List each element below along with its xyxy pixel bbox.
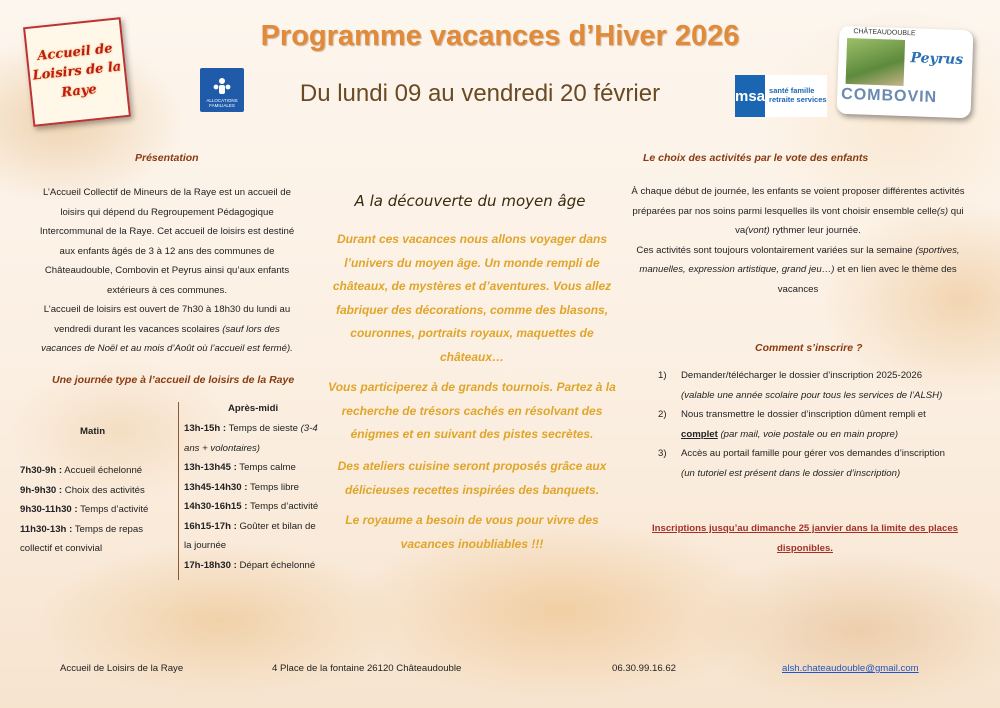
schedule-time: 11h30-13h : [20,523,73,535]
theme-title: A la découverte du moyen âge [354,192,586,210]
inscription-step [658,444,958,483]
choix-text-2c: et en lien avec le thème des vacances [777,264,957,295]
schedule-label: Goûter et bilan de la journée [184,520,316,551]
schedule-label: Temps de sieste [226,423,301,434]
choix-text-1e: rythmer leur journée. [769,225,861,236]
page-title: Programme vacances d’Hiver 2026 [260,20,740,52]
logo-accueil-raye [23,17,131,127]
schedule-row [184,517,324,556]
schedule-time: 14h30-16h15 : [184,501,248,512]
step-text: Nous transmettre le dossier d’inscription dûment rempli et [681,409,926,420]
inscription-deadline: Inscriptions jusqu’au dimanche 25 janvier dans la limite des places disponibles. [651,523,959,554]
footer-name: Accueil de Loisirs de la Raye [60,663,184,674]
schedule-time: 13h-15h : [184,423,227,434]
inscription-step [658,366,958,405]
caf-label: ALLOCATIONS FAMILIALES [206,98,238,109]
schedule-apres-midi [184,419,324,575]
choix-text-1b: (s) [936,205,949,217]
step-body [681,405,958,444]
matin-title: Matin [80,426,106,437]
step-body [681,444,958,483]
schedule-matin [20,461,170,559]
schedule-row [184,419,324,458]
step-note: (un tutoriel est présent dans le dossier d’inscription) [681,467,901,479]
schedule-divider [178,402,179,580]
page-subtitle: Du lundi 09 au vendredi 20 février [299,80,661,107]
step-number: 1) [658,370,667,381]
footer-phone: 06.30.99.16.62 [612,663,677,674]
choix-text-2a: Ces activités sont toujours volontairement variées sur la semaine [636,244,916,256]
schedule-label: Temps d’activité [247,501,319,512]
theme-paragraph-4: Le royaume a besoin de vous pour vivre des vacances inoubliables !!! [345,513,599,551]
step-note: (valable une année scolaire pour tous les services de l’ALSH) [681,389,943,401]
logo-msa [735,75,827,117]
msa-mark: msa [735,75,765,117]
step-number: 2) [658,409,667,420]
schedule-label: Temps libre [247,481,300,493]
presentation-text [36,183,298,359]
theme-paragraph-2: Vous participerez à de grands tournois. Partez à la recherche de trésors cachés en résolvant des énigmes et en suivant des pistes secrètes. [328,380,616,441]
schedule-label: Départ échelonné [236,559,316,571]
schedule-row [184,478,324,498]
step-text: Accès au portail famille pour gérer vos demandes d’inscription [681,448,945,459]
schedule-row [20,481,170,501]
choix-text-2b: (sportives, manuelles, expression artistique, grand jeu…) [639,244,960,275]
schedule-note: (3-4 ans + volontaires) [184,423,318,454]
schedule-label: Choix des activités [62,484,145,496]
schedule-label: Accueil échelonné [62,465,143,476]
presentation-paragraph-2: L’accueil de loisirs est ouvert de 7h30 à 18h30 du lundi au vendredi durant les vacances scolaires [43,304,291,335]
footer-email-link[interactable]: alsh.chateaudouble@gmail.com [782,663,919,674]
presentation-heading: Présentation [135,152,199,164]
logo-peyrus-label: Peyrus [910,50,964,69]
footer-address: 4 Place de la fontaine 26120 Châteaudouble [272,663,462,674]
schedule-row [20,461,170,481]
choix-text-1a: À chaque début de journée, les enfants se voient proposer différentes activités préparées par nos soins parmi lesquelles ils vont choisir ensemble celle [631,186,965,217]
schedule-row [20,500,170,520]
logo-raye-text: Accueil de Loisirs de la Raye [31,40,122,101]
inscription-steps [658,366,958,483]
schedule-time: 13h45-14h30 : [184,481,248,493]
logo-communes [837,26,974,119]
schedule-time: 13h-13h45 : [184,462,237,473]
step-emphasis: complet [681,428,718,440]
theme-paragraph-1: Durant ces vacances nous allons voyager dans l’univers du moyen âge. Un monde rempli de châteaux, de mystères et d’aventures. Vous allez fabriquer des décorations, comme des blasons, couronnes, portraits royaux, maquettes de châteaux… [332,232,612,364]
apres-midi-title: Après-midi [228,403,279,414]
msa-words: santé famille retraite services [769,86,827,104]
schedule-time: 9h30-11h30 : [20,504,78,515]
inscription-step [658,405,958,444]
step-body [681,366,958,405]
step-note: (par mail, voie postale ou en main propre) [717,428,899,440]
choix-heading: Le choix des activités par le vote des enfants [643,152,869,164]
schedule-time: 7h30-9h : [20,465,63,476]
choix-text-1c: qui va [735,205,964,236]
schedule-label: Temps d’activité [77,504,149,515]
schedule-row [20,520,170,559]
presentation-paragraph-2-note: (sauf lors des vacances de Noël et au mois d’Août où l’accueil est fermé). [41,323,293,354]
choix-text-1d: (vont) [745,225,770,236]
presentation-paragraph-1: L’Accueil Collectif de Mineurs de la Raye est un accueil de loisirs qui dépend du Regroupement Pédagogique Intercommunal de la Raye. Cet accueil de loisirs est destiné aux enfants âgés de 3 à 12 ans des communes de Châteaudouble, Combovin et Peyrus ainsi qu’aux enfants extérieurs à ces communes. [39,187,295,296]
theme-paragraph-3: Des ateliers cuisine seront proposés grâce aux délicieuses recettes inspirées des banquets. [337,459,607,497]
inscription-heading: Comment s’inscrire ? [755,342,863,354]
choix-text [628,182,968,299]
village-picture [846,38,906,86]
step-text: Demander/télécharger le dossier d’inscription 2025-2026 [681,370,923,381]
schedule-row [184,556,324,576]
logo-town-label: CHÂTEAUDOUBLE [853,28,916,38]
schedule-time: 16h15-17h : [184,520,237,532]
journee-heading: Une journée type à l’accueil de loisirs de la Raye [52,374,295,386]
schedule-label: Temps de repas collectif et convivial [20,523,144,554]
schedule-time: 17h-18h30 : [184,559,237,571]
schedule-time: 9h-9h30 : [20,484,63,496]
schedule-label: Temps calme [236,462,296,473]
schedule-row [184,458,324,478]
schedule-row [184,497,324,517]
step-number: 3) [658,448,667,459]
logo-combovin-label: COMBOVIN [840,85,938,107]
